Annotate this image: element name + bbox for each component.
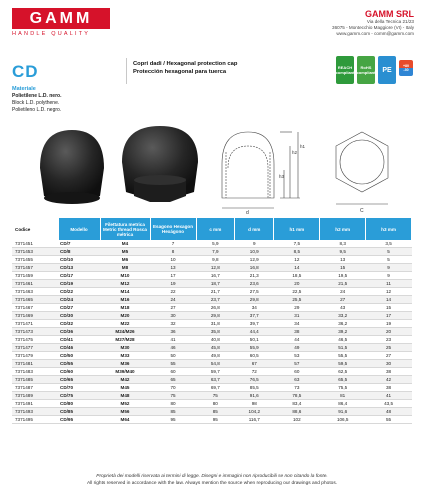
dimension-label-h3: h3 [279,174,285,179]
dimension-label-d: d [246,210,249,216]
table-cell: 23,7 [196,296,235,304]
table-cell: 75,5 [320,384,366,392]
rohs-badge-sub: compliant [356,70,376,75]
table-cell: 91,6 [320,408,366,416]
table-cell: 26,8 [196,304,235,312]
table-cell: 78,5 [274,392,320,400]
table-cell: 12 [366,288,412,296]
table-cell: 12 [274,256,320,264]
table-cell: 3,5 [366,240,412,248]
table-cell: 69,7 [196,384,235,392]
table-cell: M27/M28 [100,336,150,344]
table-cell: CD/85 [58,408,100,416]
reach-badge-label: REACH [337,65,353,70]
header-h3: h3 mm [366,218,412,240]
table-cell: 7371469 [12,312,58,320]
table-cell: 85,5 [235,384,274,392]
table-cell: 22,5 [274,288,320,296]
table-cell: M8 [100,264,150,272]
footer-line-en: All rights reserved in accordance with the law. Always mention the source when reproducing our drawings and photos. [86,481,338,486]
pe-badge-label: PE [382,66,392,74]
table-cell: CD/70 [58,384,100,392]
table-cell: 63,7 [196,376,235,384]
table-cell: CD/27 [58,304,100,312]
temp-high-label: +80 [402,64,410,68]
table-cell: 60,5 [235,352,274,360]
table-cell: 80 [150,400,196,408]
table-cell: 14 [274,264,320,272]
table-cell: 35,8 [196,328,235,336]
table-cell: 7371465 [12,296,58,304]
table-cell: M22 [100,320,150,328]
table-cell: M36 [100,360,150,368]
product-titles [133,60,237,76]
table-row [12,368,412,376]
table-header-row [12,218,412,240]
table-row [12,248,412,256]
table-cell: 57 [274,360,320,368]
table-cell: 86,4 [320,400,366,408]
table-cell: 21,7 [196,288,235,296]
table-cell: CD/17 [58,272,100,280]
table-cell: 29,8 [196,312,235,320]
table-cell: 22 [150,288,196,296]
material-line-it: Polietilene L.D. nero. [12,93,62,99]
table-row [12,376,412,384]
table-cell: 39,7 [235,320,274,328]
header-thread: Filettatura metrica Metric thread Rosca métrica [100,218,150,240]
table-cell: 95 [150,416,196,424]
logo-wordmark: GAMM [12,8,110,29]
table-cell: 19 [366,320,412,328]
technical-drawing-side [222,132,300,208]
table-cell: 27 [320,296,366,304]
table-cell: 40,8 [196,336,235,344]
table-cell: 7371489 [12,392,58,400]
specifications-table [12,218,412,424]
table-cell: M33 [100,352,150,360]
table-cell: 46 [150,344,196,352]
product-title-it-en: Copri dadi / Hexagonal protection cap [133,61,238,67]
table-cell: 49,8 [196,352,235,360]
table-cell: CD/46 [58,344,100,352]
table-cell: 18,7 [196,280,235,288]
header-c: c mm [196,218,235,240]
table-cell: M42 [100,376,150,384]
table-cell: 25 [366,344,412,352]
table-cell: 51,5 [320,344,366,352]
table-cell: 7371487 [12,384,58,392]
rohs-badge [357,56,375,84]
table-row [12,240,412,248]
footer-copyright [0,473,424,487]
table-cell: 7371457 [12,264,58,272]
table-cell: 13 [320,256,366,264]
table-body [12,240,412,424]
table-cell: M24/M26 [100,328,150,336]
table-cell: M56 [100,408,150,416]
table-cell: 80 [196,400,235,408]
company-block [332,9,414,37]
table-cell: 73 [274,384,320,392]
table-cell: CD/24 [58,296,100,304]
table-cell: M64 [100,416,150,424]
table-cell: 65,5 [320,376,366,384]
table-cell: 91,6 [235,392,274,400]
table-row [12,360,412,368]
table-cell: 43,5 [366,400,412,408]
table-row [12,400,412,408]
table-cell: M14 [100,288,150,296]
table-cell: 7371461 [12,280,58,288]
table-cell: CD/55 [58,360,100,368]
table-cell: 60 [150,368,196,376]
table-cell: 50,1 [235,336,274,344]
table-cell: 24 [320,288,366,296]
table-cell: 14 [366,296,412,304]
table-cell: M18 [100,304,150,312]
table-cell: 63 [274,376,320,384]
table-cell: 31 [274,312,320,320]
company-address: Via della Tecnica 21/23 [366,19,414,24]
table-cell: 7371479 [12,352,58,360]
table-row [12,256,412,264]
material-line-en: Block L.D. polythene. [12,100,60,106]
dimension-label-h2: h2 [292,150,298,155]
table-cell: 46,5 [320,336,366,344]
table-cell: 75 [150,392,196,400]
table-row [12,392,412,400]
table-cell: 9 [366,272,412,280]
table-cell: 8,5 [274,248,320,256]
table-cell: 7371467 [12,304,58,312]
table-cell: 29,8 [235,296,274,304]
gamm-logo [12,8,110,37]
table-cell: 7371451 [12,240,58,248]
table-row [12,312,412,320]
header-code: Codice [12,218,58,240]
table-cell: 41 [150,336,196,344]
table-cell: 55,5 [320,352,366,360]
table-cell: 9 [366,264,412,272]
table-row [12,320,412,328]
table-cell: 10,9 [235,248,274,256]
product-code: CD [12,62,39,81]
table-cell: 24 [150,296,196,304]
table-cell: 19 [150,280,196,288]
table-row [12,272,412,280]
table-cell: M30 [100,344,150,352]
table-row [12,344,412,352]
table-cell: 31,8 [196,320,235,328]
table-cell: 81 [320,392,366,400]
table-cell: CD/60 [58,368,100,376]
table-cell: 8 [150,248,196,256]
table-cell: CD/13 [58,264,100,272]
table-cell: CD/75 [58,392,100,400]
table-cell: 36,2 [320,320,366,328]
table-cell: 23 [366,336,412,344]
product-drawing [0,118,424,218]
table-cell: 44 [274,336,320,344]
table-cell: 17 [366,312,412,320]
table-row [12,304,412,312]
table-cell: 17 [150,272,196,280]
table-cell: 7371477 [12,344,58,352]
table-cell: 104,2 [235,408,274,416]
table-cell: 7,5 [274,240,320,248]
table-cell: 116,7 [235,416,274,424]
table-cell: 55 [150,360,196,368]
table-cell: M5 [100,248,150,256]
rohs-badge-label: RoHS [360,65,372,70]
dimension-label-h1: h1 [300,144,306,149]
table-cell: 20 [366,328,412,336]
table-cell: 7371473 [12,328,58,336]
table-row [12,264,412,272]
table-cell: M6 [100,256,150,264]
material-line-es: Polietileno L.D. negro. [12,107,62,113]
table-row [12,328,412,336]
table-cell: 49 [274,344,320,352]
table-cell: CD/30 [58,312,100,320]
table-cell: 7371485 [12,376,58,384]
table-cell: M20 [100,312,150,320]
table-cell: 27 [366,352,412,360]
table-cell: 38 [366,384,412,392]
logo-tagline: HANDLE QUALITY [12,31,91,37]
table-cell: 16,7 [196,272,235,280]
table-cell: 62,5 [320,368,366,376]
table-cell: 44,4 [235,328,274,336]
certification-badges [336,56,413,84]
table-cell: M39/M40 [100,368,150,376]
reach-badge [336,56,354,84]
table-cell: 7371481 [12,360,58,368]
table-cell: M45 [100,384,150,392]
table-cell: M12 [100,280,150,288]
table-cell: 20 [274,280,320,288]
company-contacts: www.gamm.com - comm@gamm.com [336,31,414,36]
table-row [12,408,412,416]
table-cell: 7371453 [12,248,58,256]
table-cell: CD/32 [58,320,100,328]
table-cell: 12,9 [235,256,274,264]
table-cell: 12,8 [196,264,235,272]
table-cell: 7371475 [12,336,58,344]
table-cell: 43 [320,304,366,312]
table-cell: 18,5 [274,272,320,280]
temp-low-label: -30 [403,68,409,72]
table-cell: 27 [150,304,196,312]
table-cell: M4 [100,240,150,248]
header-h2: h2 mm [320,218,366,240]
table-cell: 21,5 [320,280,366,288]
table-cell: 7371495 [12,416,58,424]
table-cell: 7371491 [12,400,58,408]
table-cell: M52 [100,400,150,408]
table-cell: 70 [150,384,196,392]
table-cell: M16 [100,296,150,304]
table-cell: 76,5 [235,376,274,384]
table-cell: 67 [235,360,274,368]
table-cell: CD/41 [58,336,100,344]
table-cell: 27,5 [235,288,274,296]
table-cell: 60 [274,368,320,376]
table-cell: 59,7 [196,368,235,376]
header-h1: h1 mm [274,218,320,240]
table-cell: 15 [366,304,412,312]
table-cell: 16,8 [235,264,274,272]
table-cell: 5 [366,256,412,264]
table-cell: CD/10 [58,256,100,264]
temperature-badge [399,60,413,76]
company-city: 36075 - Montecchio Maggiore (VI) - Italy [332,25,414,30]
table-cell: 7,9 [196,248,235,256]
table-cell: 8,3 [320,240,366,248]
table-cell: 29 [274,304,320,312]
table-cell: 7371455 [12,256,58,264]
table-cell: 19,5 [320,272,366,280]
table-cell: 72 [235,368,274,376]
table-cell: 95 [196,416,235,424]
material-description [12,93,61,114]
table-cell: 83,4 [274,400,320,408]
table-cell: 7371463 [12,288,58,296]
table-row [12,352,412,360]
table-cell: 45,8 [196,344,235,352]
table-cell: 41 [366,392,412,400]
table-cell: 10 [150,256,196,264]
cap-photo-top [122,126,198,202]
table-cell: 7371483 [12,368,58,376]
table-cell: 88,6 [274,408,320,416]
dimension-label-c: C [360,208,364,214]
pe-material-badge [378,56,396,84]
table-cell: 21,3 [235,272,274,280]
table-cell: 38 [366,368,412,376]
table-cell: 38 [274,328,320,336]
header-d: d mm [235,218,274,240]
header-model: Modello [58,218,100,240]
reach-badge-sub: compliant [335,70,355,75]
table-cell: 55,9 [235,344,274,352]
table-cell: 65 [150,376,196,384]
table-cell: CD/8 [58,248,100,256]
table-cell: 13 [150,264,196,272]
table-row [12,280,412,288]
header-hexagon: Esagono Hexagon Hexágono [150,218,196,240]
table-cell: CD/36 [58,328,100,336]
table-cell: 55 [366,416,412,424]
table-cell: 102 [274,416,320,424]
table-cell: 54,8 [196,360,235,368]
table-cell: 30 [366,360,412,368]
table-cell: M10 [100,272,150,280]
table-cell: 50 [150,352,196,360]
table-cell: 36 [150,328,196,336]
table-row [12,296,412,304]
table-row [12,416,412,424]
table-cell: 48 [366,408,412,416]
table-cell: 5 [366,248,412,256]
table-cell: CD/7 [58,240,100,248]
table-cell: 23,6 [235,280,274,288]
table-cell: CD/22 [58,288,100,296]
table-cell: 5,9 [196,240,235,248]
table-cell: CD/19 [58,280,100,288]
table-cell: 32 [150,320,196,328]
table-cell: 34 [235,304,274,312]
table-cell: CD/80 [58,400,100,408]
table-row [12,384,412,392]
table-cell: 30 [150,312,196,320]
table-cell: 98 [235,400,274,408]
table-cell: CD/95 [58,416,100,424]
table-cell: 37,7 [235,312,274,320]
table-cell: 53 [274,352,320,360]
table-cell: 11 [366,280,412,288]
table-cell: 85 [196,408,235,416]
table-cell: 39,2 [320,328,366,336]
table-cell: 75 [196,392,235,400]
table-cell: 7371493 [12,408,58,416]
table-row [12,336,412,344]
header-divider [126,58,127,84]
material-heading: Materiale [12,86,36,92]
table-cell: M48 [100,392,150,400]
table-cell: 33,2 [320,312,366,320]
product-title-es: Protección hexagonal para tuerca [133,69,227,75]
footer-line-it: Proprietà dei modelli riservata ai termini di legge. Disegni e immagini non riproducibili se non citando la fonte. [96,474,328,479]
table-cell: 42 [366,376,412,384]
table-cell: 9 [235,240,274,248]
table-cell: 106,5 [320,416,366,424]
table-cell: 7371471 [12,320,58,328]
table-cell: 9,5 [320,248,366,256]
cap-photo-side [40,130,104,204]
company-name: GAMM SRL [365,9,414,19]
table-cell: 7 [150,240,196,248]
table-cell: 25,5 [274,296,320,304]
table-cell: 34 [274,320,320,328]
table-cell: 9,8 [196,256,235,264]
table-cell: CD/65 [58,376,100,384]
table-row [12,288,412,296]
table-cell: 7371459 [12,272,58,280]
table-cell: 15 [320,264,366,272]
technical-drawing-hexagon [336,132,388,204]
table-cell: 85 [150,408,196,416]
table-cell: 59,5 [320,360,366,368]
table-cell: CD/50 [58,352,100,360]
